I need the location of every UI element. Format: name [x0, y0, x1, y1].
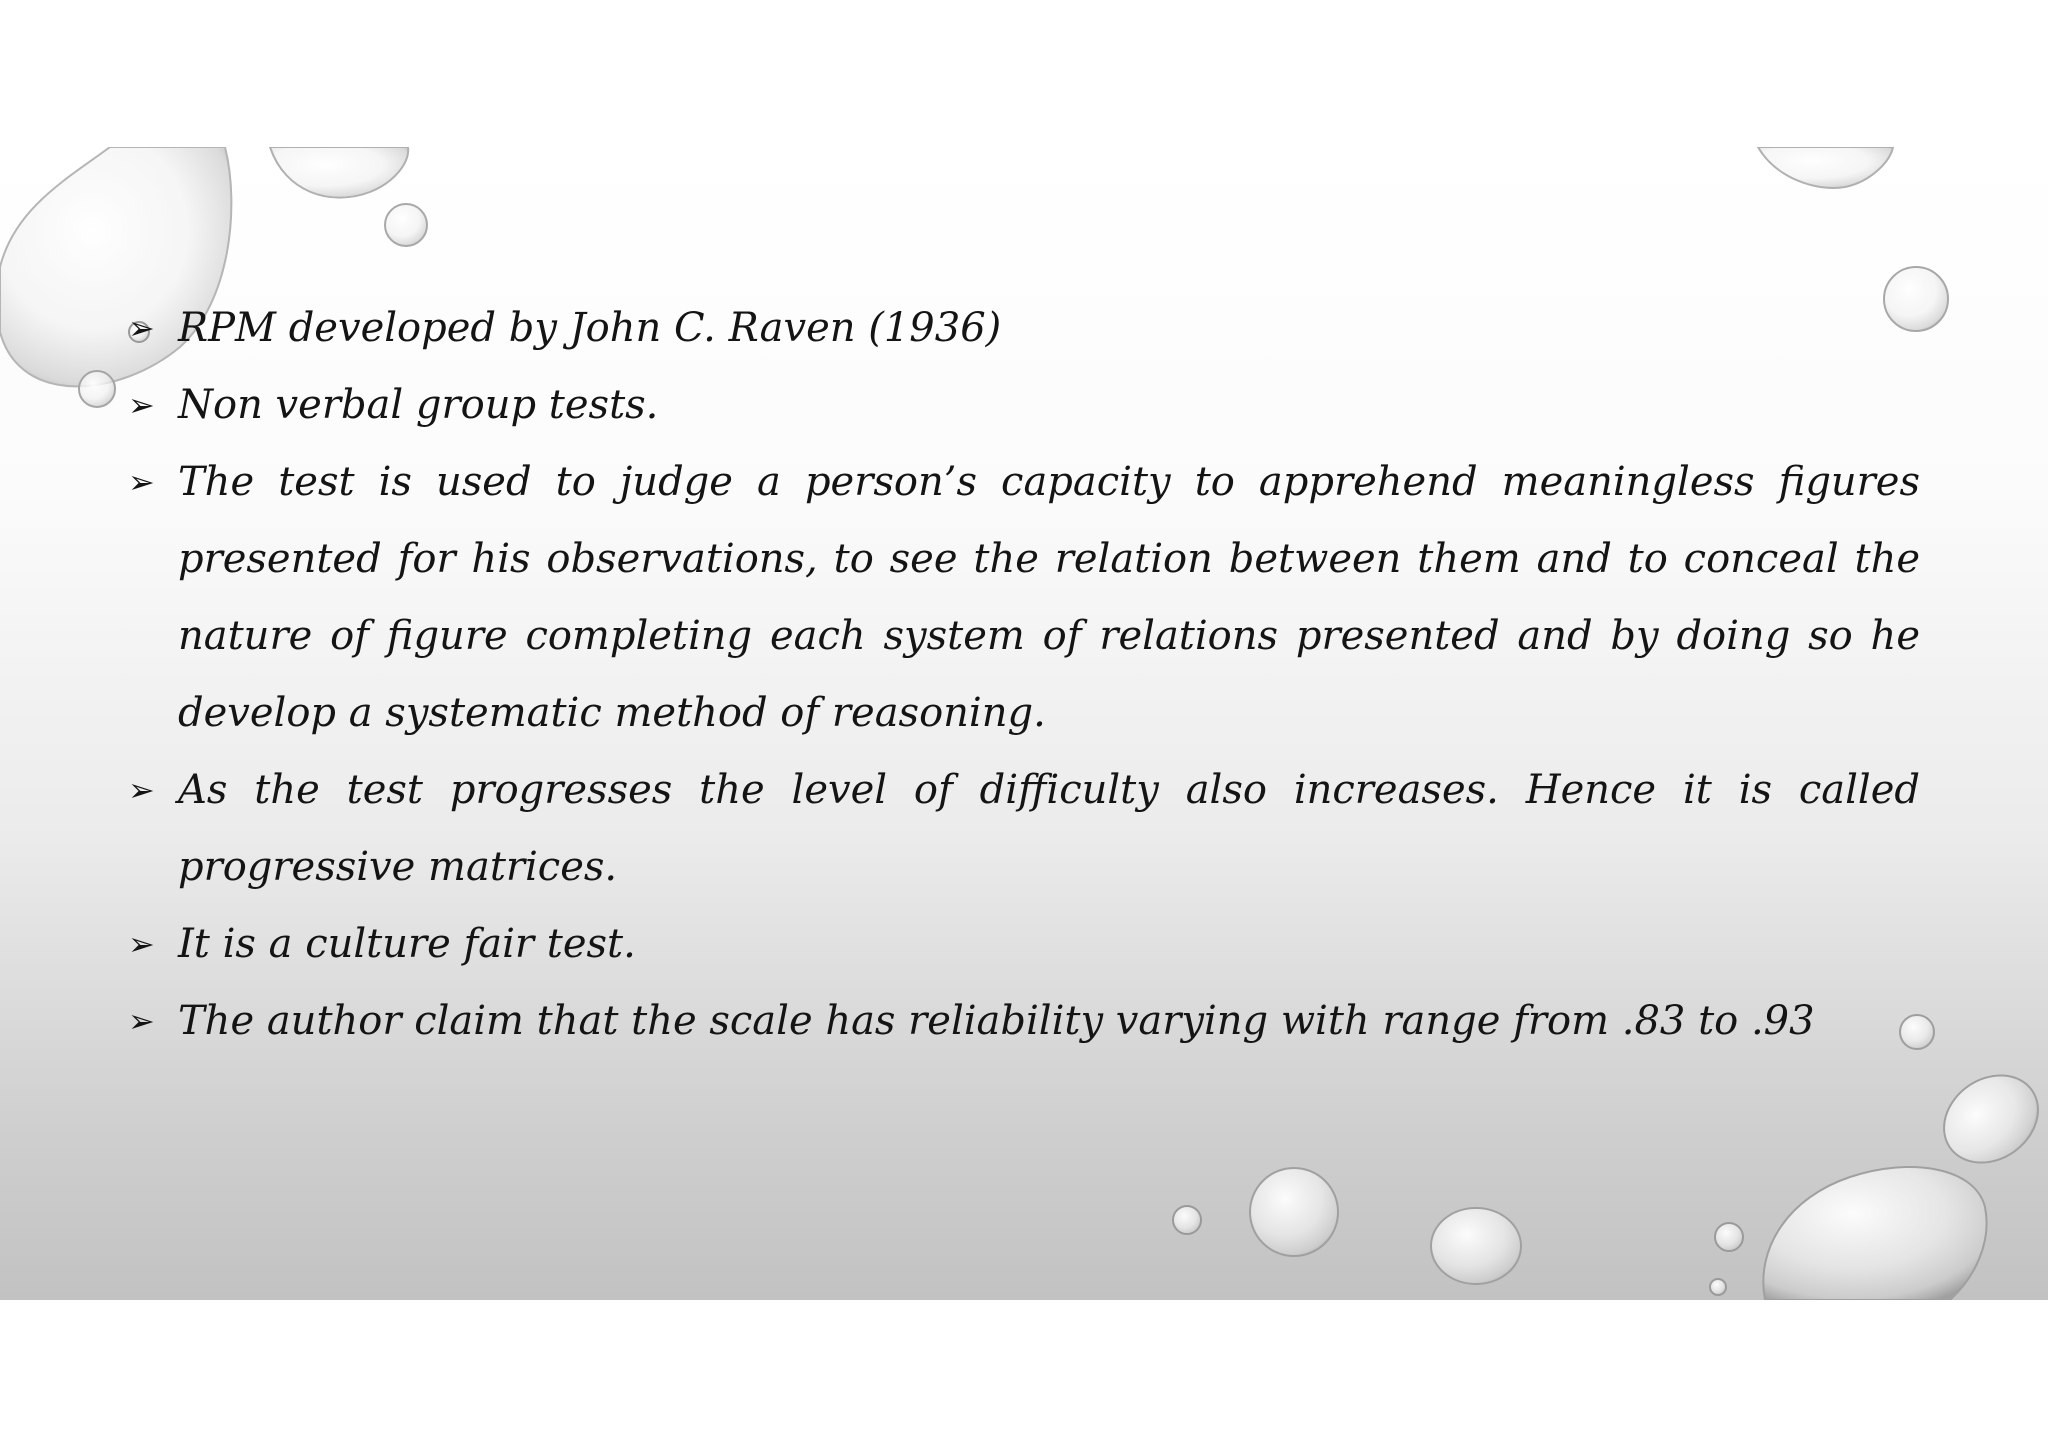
water-drop-bottom-right-large	[1763, 1167, 1986, 1300]
water-drop-bottom-5	[1710, 1279, 1726, 1295]
bullet-arrow-icon: ➢	[128, 386, 155, 424]
water-drop-small-1	[385, 204, 427, 246]
water-drop-small-2	[79, 371, 115, 407]
water-drop-bottom-4	[1715, 1223, 1743, 1251]
bullet-item	[128, 983, 1920, 1060]
bullet-item	[128, 367, 1920, 444]
bullet-item	[128, 906, 1920, 983]
bullet-text: RPM developed by John C. Raven (1936)	[178, 305, 1002, 351]
slide	[0, 147, 2048, 1300]
bullet-arrow-icon: ➢	[128, 1002, 155, 1040]
bullet-arrow-icon: ➢	[128, 925, 155, 963]
bullet-text: As the test progresses the level of difficulty also increases. Hence it is called progressive matrices.	[178, 767, 1920, 890]
water-drop-bottom-2	[1250, 1168, 1338, 1256]
bullet-item	[128, 752, 1920, 906]
water-drop-top-right-half	[1758, 147, 1893, 188]
water-drop-bottom-3	[1431, 1208, 1521, 1284]
water-drop-top-left-half	[270, 147, 408, 198]
water-drop-right-3	[1927, 1058, 2048, 1181]
bullet-text: The author claim that the scale has reliability varying with range from .83 to .93	[178, 998, 1815, 1044]
bullet-arrow-icon: ➢	[128, 771, 155, 809]
water-drop-bottom-1	[1173, 1206, 1201, 1234]
bullet-arrow-icon: ➢	[128, 463, 155, 501]
bullet-text: Non verbal group tests.	[178, 382, 659, 428]
bullet-item	[128, 290, 1920, 367]
bullet-text: It is a culture fair test.	[178, 921, 636, 967]
bullet-item	[128, 444, 1920, 752]
bullet-text: The test is used to judge a person’s capacity to apprehend meaningless figures presented for his observations, to see the relation between them and to conceal the nature of figure completing each system of relations presented and by doing so he develop a systematic method of reasoning.	[178, 459, 1920, 736]
bullet-arrow-icon: ➢	[128, 309, 155, 347]
bullet-list	[128, 290, 1920, 1060]
